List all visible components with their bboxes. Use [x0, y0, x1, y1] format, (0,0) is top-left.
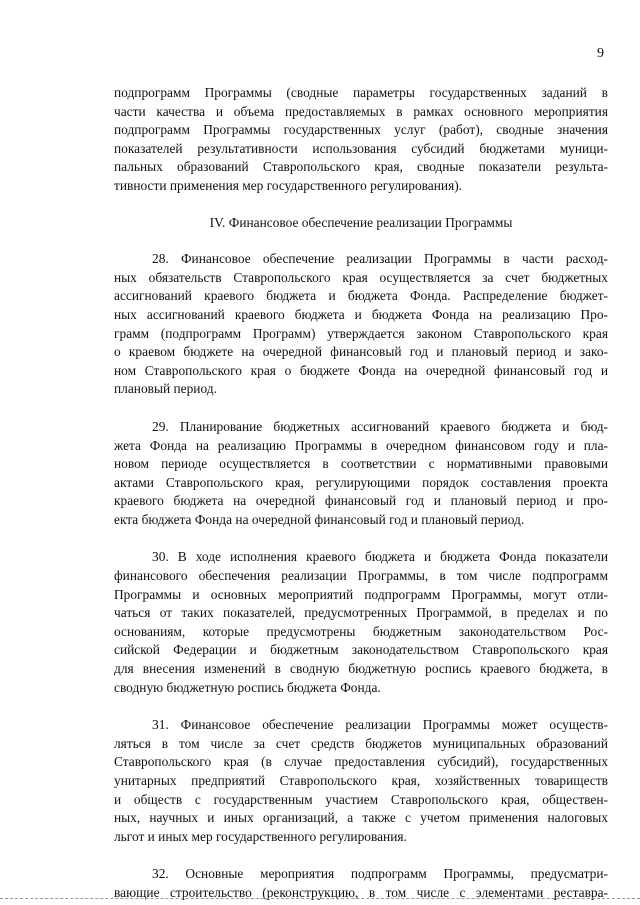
page-number: 9	[597, 46, 604, 61]
text-line: краевого бюджета на очередной финансовый год и плановый период и про-	[114, 493, 608, 509]
text-line: о краевом бюджете на очередной финансовый год и плановый период и зако-	[114, 344, 608, 360]
text-line: Ставропольского края (в случае предоставления субсидий), государственных	[114, 754, 608, 770]
text-line: вающие строительство (реконструкцию, в том числе с элементами реставра-	[114, 884, 608, 900]
text-line: екта бюджета Фонда на очередной финансовый год и плановый период.	[114, 511, 525, 527]
text-line: ном Ставропольского края о бюджете Фонда на очередной финансовый год и	[114, 362, 608, 378]
text-line: показателей результативности использования субсидий бюджетами муници-	[114, 140, 608, 156]
paragraph-29	[114, 418, 608, 530]
text-line: пальных образований Ставропольского края, сводные показатели результа-	[114, 159, 608, 175]
text-line: актами Ставропольского края, регулирующими порядок составления проекта	[114, 474, 608, 490]
text-line: ляться в том числе за счет средств бюджетов муниципальных образований	[114, 735, 608, 751]
text-line: и обществ с государственным участием Ставропольского края, обществен-	[114, 791, 608, 807]
text-line: 29. Планирование бюджетных ассигнований краевого бюджета и бюд-	[152, 418, 608, 434]
text-line: плановый период.	[114, 381, 217, 397]
text-line: чаться от таких показателей, предусмотренных Программой, в пределах и по	[114, 605, 608, 621]
text-line: льгот и иных мер государственного регулирования.	[114, 828, 407, 844]
text-line: грамм (подпрограмм Программ) утверждается законом Ставропольского края	[114, 325, 608, 341]
paragraph-28	[114, 250, 608, 399]
text-line: унитарных предприятий Ставропольского края, хозяйственных товариществ	[114, 773, 608, 788]
text-line: 32. Основные мероприятия подпрограмм Программы, предусматри-	[152, 866, 608, 882]
page-bottom-edge	[0, 898, 640, 900]
text-line: части качества и объема предоставляемых в рамках основного мероприятия	[114, 103, 608, 119]
text-line: 31. Финансовое обеспечение реализации Программы может осуществ-	[152, 717, 608, 733]
paragraph-31	[114, 716, 608, 846]
text-line: жета Фонда на реализацию Программы в очередном финансовом году и пла-	[114, 437, 608, 453]
text-line: основаниям, которые предусмотрены бюджетным законодательством Рос-	[114, 623, 608, 639]
text-line: ных, научных и иных организаций, а также с учетом применения налоговых	[114, 810, 608, 826]
paragraph-continuation	[114, 84, 608, 196]
text-line: подпрограмм Программы государственных услуг (работ), сводные значения	[114, 122, 608, 138]
text-line: для внесения изменений в сводную бюджетную роспись краевого бюджета, в	[114, 661, 608, 677]
text-line: ассигнований краевого бюджета и бюджета Фонда. Распределение бюджет-	[114, 288, 608, 304]
text-line: новом периоде осуществляется в соответствии с нормативными правовыми	[114, 456, 608, 472]
text-line: Программы и основных мероприятий подпрограмм Программы, могут отли-	[114, 586, 608, 602]
text-line: сводную бюджетную роспись бюджета Фонда.	[114, 679, 381, 695]
text-line: ных ассигнований краевого бюджета и бюджета Фонда на реализацию Про-	[114, 306, 608, 322]
text-line: подпрограмм Программы (сводные параметры государственных заданий в	[114, 85, 608, 100]
paragraph-30	[114, 548, 608, 697]
text-line: 30. В ходе исполнения краевого бюджета и бюджета Фонда показатели	[152, 549, 608, 565]
text-line: ных обязательств Ставропольского края осуществляется за счет бюджетных	[114, 269, 608, 285]
text-line: тивности применения мер государственного регулирования).	[114, 177, 463, 193]
text-line: 28. Финансовое обеспечение реализации Программы в части расход-	[152, 251, 608, 267]
document-body	[114, 84, 608, 903]
section-heading: IV. Финансовое обеспечение реализации Программы	[209, 214, 513, 230]
text-line: финансового обеспечения реализации Программы, в том числе подпрограмм	[114, 568, 608, 584]
paragraph-32	[114, 865, 608, 902]
text-line: сийской Федерации и бюджетным законодательством Ставропольского края	[114, 642, 608, 658]
